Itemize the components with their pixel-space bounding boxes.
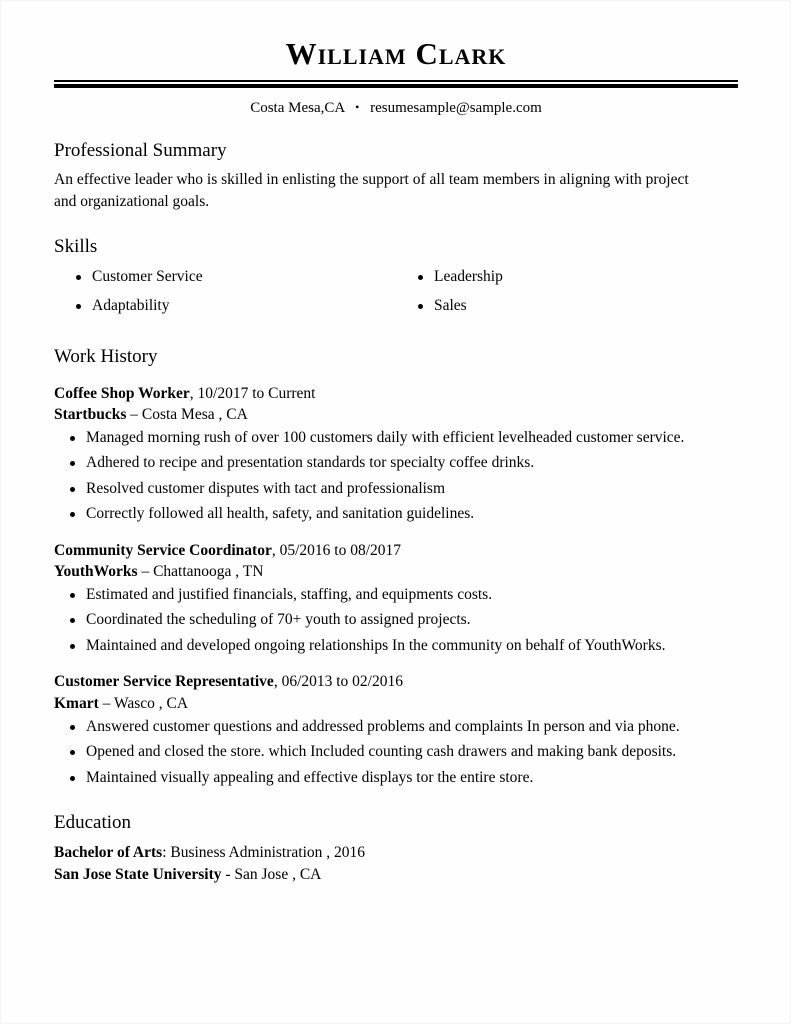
education-degree: Bachelor of Arts: [54, 843, 163, 861]
job-company: Startbucks: [54, 405, 127, 423]
skills-column-right: [396, 266, 738, 323]
job-role-line: [54, 383, 738, 404]
job-dates: , 05/2016 to 08/2017: [271, 541, 402, 559]
section-education: [54, 811, 738, 887]
list-item: Answered customer questions and addressed problems and complaints In person and via phone.: [54, 716, 738, 738]
education-school-location: - San Jose , CA: [221, 866, 322, 884]
list-item: Opened and closed the store. which Included counting cash drawers and making bank deposits.: [54, 741, 738, 763]
job-company-location: – Costa Mesa , CA: [126, 405, 248, 423]
job-entry: [54, 383, 738, 526]
education-degree-detail: : Business Administration , 2016: [162, 843, 366, 861]
job-role: Coffee Shop Worker: [54, 384, 190, 402]
list-item: Correctly followed all health, safety, and sanitation guidelines.: [54, 503, 738, 525]
job-company: Kmart: [54, 694, 99, 712]
job-bullet-list: [54, 716, 738, 789]
list-item: Customer Service: [54, 266, 396, 288]
header-divider: [54, 80, 738, 88]
list-item: Resolved customer disputes with tact and professionalism: [54, 478, 738, 500]
resume-content: [54, 36, 738, 887]
job-role: Community Service Coordinator: [54, 541, 272, 559]
skills-list-right: [396, 266, 738, 317]
list-item: Managed morning rush of over 100 customers daily with efficient levelheaded customer service.: [54, 427, 738, 449]
list-item: Leadership: [396, 266, 738, 288]
job-role-line: [54, 540, 738, 561]
list-item: Maintained visually appealing and effective displays tor the entire store.: [54, 767, 738, 789]
job-dates: , 06/2013 to 02/2016: [273, 673, 403, 691]
education-school-line: [54, 864, 738, 886]
job-company: YouthWorks: [54, 562, 138, 580]
section-skills: [54, 235, 738, 323]
job-entry: [54, 671, 738, 789]
skills-column-left: [54, 266, 396, 323]
job-entry: [54, 540, 738, 658]
job-company-line: [54, 404, 738, 425]
section-title-education: Education: [54, 811, 132, 833]
job-bullet-list: [54, 584, 738, 657]
section-professional-summary: [54, 139, 738, 214]
skills-list-left: [54, 266, 396, 317]
job-dates: , 10/2017 to Current: [189, 384, 316, 402]
list-item: Coordinated the scheduling of 70+ youth to assigned projects.: [54, 609, 738, 631]
skills-columns: [54, 266, 738, 323]
education-school: San Jose State University: [54, 866, 222, 884]
contact-email[interactable]: resumesample@sample.com: [370, 99, 542, 116]
list-item: Estimated and justified financials, staffing, and equipments costs.: [54, 584, 738, 606]
job-company-line: [54, 561, 738, 582]
contact-line: [54, 99, 738, 117]
professional-summary-text: An effective leader who is skilled in enlisting the support of all team members in aligning with project and organizational goals.: [54, 171, 689, 211]
education-degree-line: [54, 842, 738, 864]
candidate-name: William Clark: [285, 36, 507, 71]
bullet-separator-icon: •: [355, 99, 360, 114]
job-company-location: – Wasco , CA: [98, 694, 189, 712]
job-bullet-list: [54, 427, 738, 526]
section-title-skills: Skills: [54, 236, 98, 258]
job-company-location: – Chattanooga , TN: [137, 562, 264, 580]
section-work-history: [54, 345, 738, 789]
job-role-line: [54, 671, 738, 692]
list-item: Adaptability: [54, 295, 396, 317]
job-role: Customer Service Representative: [54, 673, 274, 691]
list-item: Adhered to recipe and presentation standards tor specialty coffee drinks.: [54, 452, 738, 474]
list-item: Maintained and developed ongoing relationships In the community on behalf of YouthWorks.: [54, 635, 738, 657]
divider-thick-line: [54, 84, 738, 88]
list-item: Sales: [396, 295, 738, 317]
section-title-professional-summary: Professional Summary: [54, 139, 227, 161]
contact-location: Costa Mesa,CA: [250, 99, 345, 116]
section-title-work-history: Work History: [54, 346, 158, 368]
job-company-line: [54, 693, 738, 714]
